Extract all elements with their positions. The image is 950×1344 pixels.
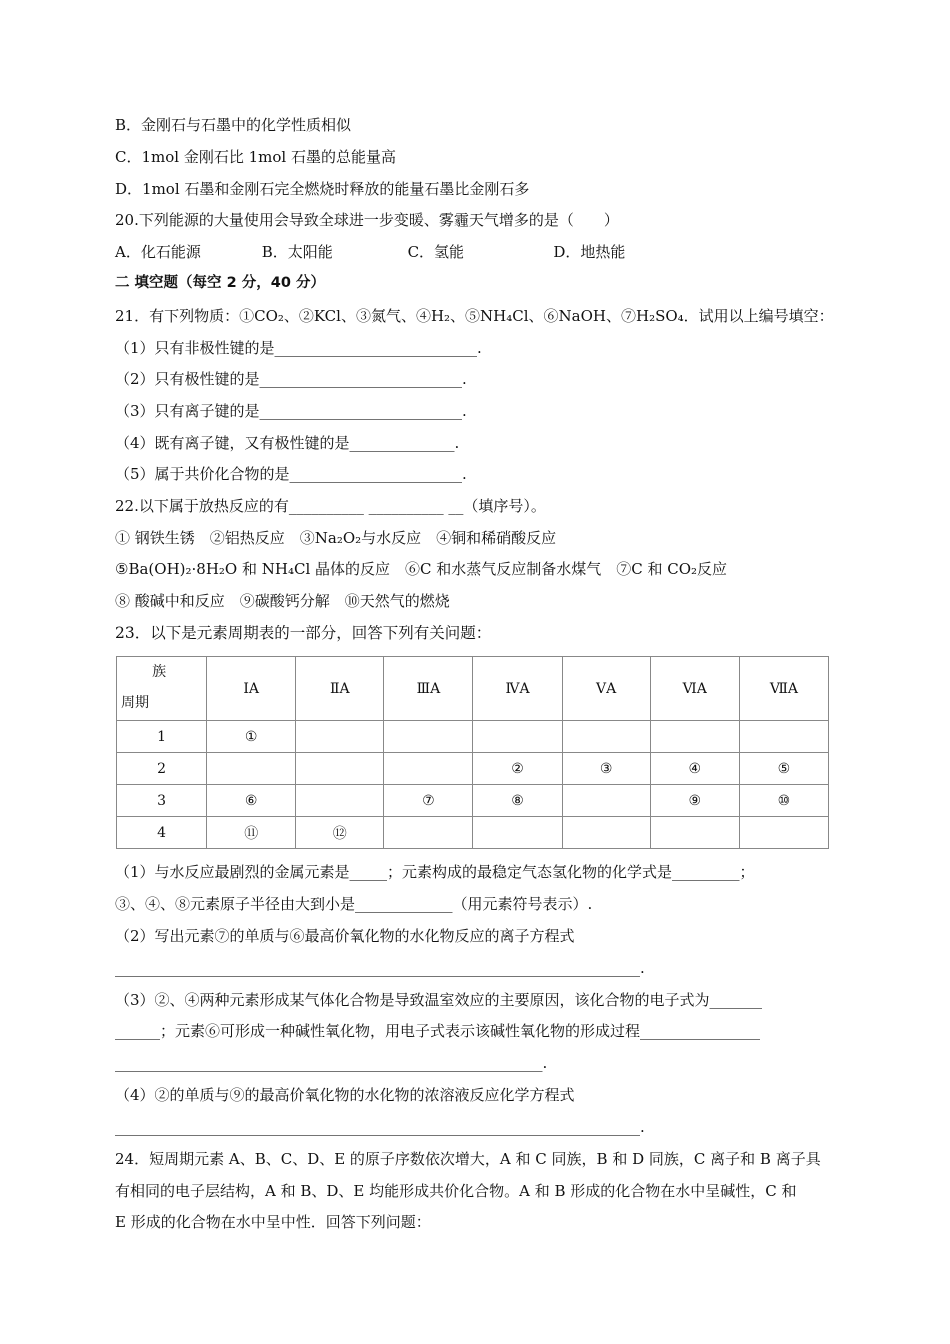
table-row — [117, 785, 829, 817]
q23-part-1a: （1）与水反应最剧烈的金属元素是_____；元素构成的最稳定气态氢化物的化学式是_________； — [115, 863, 755, 881]
table-cell: ⑨ — [650, 785, 739, 817]
table-cell — [473, 721, 562, 753]
table-cell — [207, 753, 296, 785]
table-cell: ⑩ — [739, 785, 828, 817]
q20-option-a: A．化石能源 — [115, 243, 201, 261]
table-cell — [296, 785, 384, 817]
period-label: 3 — [117, 785, 207, 817]
periodic-table — [116, 656, 829, 849]
q23-part-4-answer-line: ______________________________________________________________________. — [115, 1118, 645, 1136]
table-cell — [562, 785, 650, 817]
period-label: 1 — [117, 721, 207, 753]
q23-part-3b: ______；元素⑥可形成一种碱性氧化物，用电子式表示该碱性氧化物的形成过程________________ — [115, 1022, 761, 1040]
table-cell — [296, 753, 384, 785]
q23-part-4: （4）②的单质与⑨的最高价氧化物的水化物的浓溶液反应化学方程式 — [115, 1086, 575, 1104]
q22-options-line-3: ⑧ 酸碱中和反应 ⑨碳酸钙分解 ⑩天然气的燃烧 — [115, 592, 450, 610]
section-heading: 二 填空题（每空 2 分，40 分） — [115, 275, 325, 291]
q23-part-3a: （3）②、④两种元素形成某气体化合物是导致温室效应的主要原因，该化合物的电子式为_______ — [115, 991, 763, 1009]
table-cell: ② — [473, 753, 562, 785]
q20-option-d: D．地热能 — [553, 243, 626, 261]
table-cell — [296, 721, 384, 753]
q21-part-3: （3）只有离子键的是___________________________. — [115, 402, 467, 420]
table-cell: ⑦ — [384, 785, 473, 817]
table-cell — [650, 721, 739, 753]
question-21: 21．有下列物质：①CO₂、②KCl、③氮气、④H₂、⑤NH₄Cl、⑥NaOH、⑦H₂SO₄．试用以上编号填空： — [115, 307, 834, 325]
group-header: ⅦA — [739, 657, 828, 721]
option-d: D．1mol 石墨和金刚石完全燃烧时释放的能量石墨比金刚石多 — [115, 180, 530, 198]
period-label: 2 — [117, 753, 207, 785]
q23-part-3c: _________________________________________________________. — [115, 1054, 548, 1072]
q23-part-1b: ③、④、⑧元素原子半径由大到小是_____________（用元素符号表示）. — [115, 895, 593, 913]
question-20: 20.下列能源的大量使用会导致全球进一步变暖、雾霾天气增多的是（ ） — [115, 211, 619, 229]
question-20-options — [115, 241, 625, 263]
table-row — [117, 721, 829, 753]
table-header-row — [117, 657, 829, 721]
table-cell — [384, 721, 473, 753]
q21-part-1: （1）只有非极性键的是___________________________. — [115, 339, 482, 357]
q20-option-c: C．氢能 — [407, 243, 465, 261]
q20-option-b: B．太阳能 — [261, 243, 333, 261]
question-24-line-2: 有相同的电子层结构，A 和 B、D、E 均能形成共价化合物。A 和 B 形成的化合物在水中呈碱性，C 和 — [115, 1182, 797, 1200]
question-23: 23．以下是元素周期表的一部分，回答下列有关问题： — [115, 624, 492, 642]
period-label: 4 — [117, 817, 207, 849]
table-cell — [473, 817, 562, 849]
q23-part-2-answer-line: ______________________________________________________________________. — [115, 959, 645, 977]
table-cell: ⑤ — [739, 753, 828, 785]
q23-part-2: （2）写出元素⑦的单质与⑥最高价氧化物的水化物反应的离子方程式 — [115, 927, 575, 945]
table-cell — [384, 817, 473, 849]
group-header: ⅣA — [473, 657, 562, 721]
q21-part-2: （2）只有极性键的是___________________________. — [115, 370, 467, 388]
option-b: B．金刚石与石墨中的化学性质相似 — [115, 116, 352, 134]
question-22: 22.以下属于放热反应的有__________ __________ __（填序号）。 — [115, 497, 546, 515]
table-cell: ⑥ — [207, 785, 296, 817]
table-cell — [739, 721, 828, 753]
table-row — [117, 753, 829, 785]
option-c: C．1mol 金刚石比 1mol 石墨的总能量高 — [115, 148, 396, 166]
table-cell: ④ — [650, 753, 739, 785]
table-cell — [384, 753, 473, 785]
group-header: ⅢA — [384, 657, 473, 721]
table-cell — [739, 817, 828, 849]
table-cell — [650, 817, 739, 849]
question-24-line-3: E 形成的化合物在水中呈中性．回答下列问题： — [115, 1213, 431, 1231]
group-header: ⅤA — [562, 657, 650, 721]
q21-part-4: （4）既有离子键，又有极性键的是______________. — [115, 434, 460, 452]
question-24-line-1: 24．短周期元素 A、B、C、D、E 的原子序数依次增大，A 和 C 同族，B 和 D 同族，C 离子和 B 离子具 — [115, 1150, 821, 1168]
q22-options-line-1: ① 钢铁生锈 ②铝热反应 ③Na₂O₂与水反应 ④铜和稀硝酸反应 — [115, 529, 557, 547]
corner-group-label: 族 — [152, 664, 167, 680]
table-cell — [562, 817, 650, 849]
table-cell: ⑧ — [473, 785, 562, 817]
table-cell: ⑪ — [207, 817, 296, 849]
table-corner — [117, 657, 207, 721]
group-header: ⅠA — [207, 657, 296, 721]
group-header: ⅥA — [650, 657, 739, 721]
table-cell — [562, 721, 650, 753]
q22-options-line-2: ⑤Ba(OH)₂·8H₂O 和 NH₄Cl 晶体的反应 ⑥C 和水蒸气反应制备水煤气 ⑦C 和 CO₂反应 — [115, 560, 728, 578]
q21-part-5: （5）属于共价化合物的是_______________________. — [115, 465, 467, 483]
table-cell: ① — [207, 721, 296, 753]
table-cell: ③ — [562, 753, 650, 785]
corner-period-label: 周期 — [121, 695, 149, 711]
group-header: ⅡA — [296, 657, 384, 721]
table-cell: ⑫ — [296, 817, 384, 849]
table-row — [117, 817, 829, 849]
